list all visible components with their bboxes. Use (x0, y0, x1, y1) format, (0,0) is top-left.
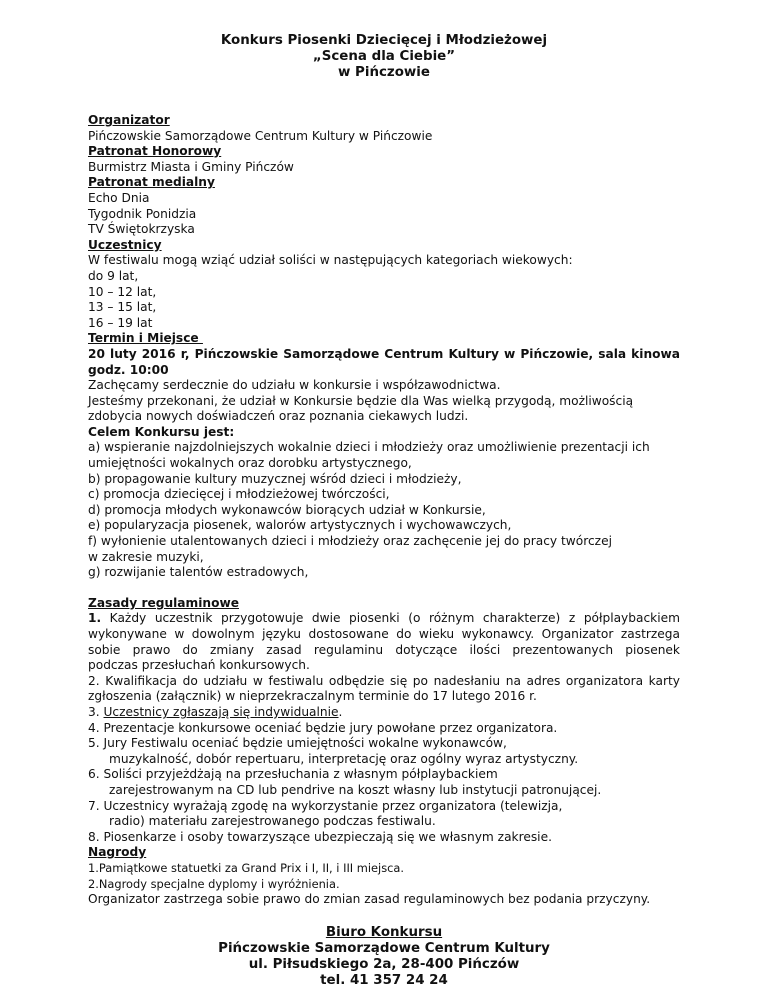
rule-7-line-2: radio) materiału zarejestrowanego podczas festiwalu. (109, 814, 436, 829)
goal-item: g) rozwijanie talentów estradowych, (88, 565, 309, 580)
rule-7-line-1: 7. Uczestnicy wyrażają zgodę na wykorzystanie przez organizatora (telewizja, (88, 798, 563, 813)
footer-block (88, 925, 680, 989)
goal-item: f) wyłonienie utalentowanych dzieci i młodzieży oraz zachęcenie jej do pracy twórczej (88, 534, 612, 549)
footer-name: Pińczowskie Samorządowe Centrum Kultury (218, 940, 550, 956)
rule-4: 4. Prezentacje konkursowe oceniać będzie jury powołane przez organizatora. (88, 720, 558, 735)
media-item: TV Świętokrzyska (88, 222, 195, 237)
goal-item: e) popularyzacja piosenek, walorów artystycznych i wychowawczych, (88, 518, 512, 533)
title-line-2: „Scena dla Ciebie” (312, 49, 456, 64)
media-item: Tygodnik Ponidzia (88, 206, 197, 221)
rule-3-end: . (338, 704, 343, 719)
rule-5-line-1: 5. Jury Festiwalu oceniać będzie umiejętności wokalne wykonawców, (88, 736, 507, 751)
rule-3-text: Uczestnicy zgłaszają się indywidualnie (103, 704, 339, 719)
invitation-line-1: Zachęcamy serdecznie do udziału w konkursie i współzawodnictwa. (88, 378, 501, 393)
rule-6-line-2: zarejestrowanym na CD lub pendrive na koszt własny lub instytucji patronującej. (109, 782, 602, 797)
organizer-heading: Organizator (88, 113, 170, 127)
organizer-value: Pińczowskie Samorządowe Centrum Kultury w Pińczowie (88, 128, 433, 143)
goal-item: w zakresie muzyki, (88, 549, 204, 564)
prize-2: 2.Nagrody specjalne dyplomy i wyróżnienia. (88, 876, 340, 891)
age-category: do 9 lat, (88, 268, 139, 283)
prizes-heading: Nagrody (88, 845, 147, 860)
footer-heading: Biuro Konkursu (325, 924, 443, 940)
participants-intro: W festiwalu mogą wziąć udział soliści w następujących kategoriach wiekowych: (88, 253, 573, 268)
time-place-heading: Termin i Miejsce (88, 331, 203, 346)
honorary-heading: Patronat Honorowy (88, 144, 222, 159)
honorary-value: Burmistrz Miasta i Gminy Pińczów (88, 159, 294, 174)
rule-1-number: 1. (88, 611, 102, 626)
age-category: 16 – 19 lat (88, 315, 153, 330)
goal-item: umiejętności wokalnych oraz dorobku artystycznego, (88, 456, 412, 471)
goal-item: b) propagowanie kultury muzycznej wśród dzieci i młodzieży, (88, 471, 462, 486)
rule-8: 8. Piosenkarze i osoby towarzyszące ubezpieczają się we własnym zakresie. (88, 829, 552, 844)
media-item: Echo Dnia (88, 190, 150, 205)
rule-1-line-3: sobie prawo do zmiany zasad regulaminu dotyczące ilości prezentowanych piosenek (88, 642, 680, 657)
title-line-1: Konkurs Piosenki Dziecięcej i Młodzieżowej (220, 33, 548, 48)
prizes-note: Organizator zastrzega sobie prawo do zmian zasad regulaminowych bez podania przyczyny. (88, 892, 651, 907)
rule-3 (88, 705, 680, 721)
rule-2-line-1: 2. Kwalifikacja do udziału w festiwalu odbędzie się po nadesłaniu na adres organizatora karty (88, 673, 680, 688)
rule-2-line-2: zgłoszenia (załącznik) w nieprzekraczalnym terminie do 17 lutego 2016 r. (88, 689, 537, 704)
time-place-line-1: 20 luty 2016 r, Pińczowskie Samorządowe Centrum Kultury w Pińczowie, sala kinowa (88, 346, 680, 361)
footer-address: ul. Piłsudskiego 2a, 28-400 Pińczów (248, 956, 520, 972)
title-line-3: w Pińczowie (338, 65, 430, 80)
prize-1: 1.Pamiątkowe statuetki za Grand Prix i I, II, i III miejsca. (88, 860, 405, 875)
age-category: 10 – 12 lat, (88, 284, 157, 299)
rule-1-text: Każdy uczestnik przygotowuje dwie piosenki (o różnym charakterze) z półplaybackiem (101, 611, 680, 626)
participants-heading: Uczestnicy (88, 237, 162, 252)
time-place-line-2: godz. 10:00 (88, 362, 169, 377)
goal-item: c) promocja dziecięcej i młodzieżowej twórczości, (88, 487, 390, 502)
rule-1-line-4: podczas przesłuchań konkursowych. (88, 658, 310, 673)
rule-5-line-2: muzykalność, dobór repertuaru, interpretację oraz ogólny wyraz artystyczny. (109, 751, 579, 766)
rule-1-line-1 (88, 611, 680, 627)
rule-3-number: 3. (88, 704, 104, 719)
rules-heading: Zasady regulaminowe (88, 595, 239, 610)
invitation-line-2: Jesteśmy przekonani, że udział w Konkursie będzie dla Was wielką przygodą, możliwością (88, 393, 634, 408)
goals-heading: Celem Konkursu jest: (88, 424, 235, 439)
rule-1-line-2: wykonywane w dowolnym języku dostosowane do wieku wykonawcy. Organizator zastrzega (88, 627, 680, 641)
footer-phone: tel. 41 357 24 24 (320, 972, 448, 988)
document-page (88, 33, 680, 989)
age-category: 13 – 15 lat, (88, 300, 157, 315)
goal-item: a) wspieranie najzdolniejszych wokalnie dzieci i młodzieży oraz umożliwienie prezentacji ich (88, 440, 650, 455)
rule-6-line-1: 6. Soliści przyjeżdżają na przesłuchania z własnym półplaybackiem (88, 767, 498, 782)
invitation-line-3: zdobycia nowych doświadczeń oraz poznania ciekawych ludzi. (88, 409, 469, 424)
media-heading: Patronat medialny (88, 175, 215, 190)
goal-item: d) promocja młodych wykonawców biorących udział w Konkursie, (88, 502, 486, 517)
